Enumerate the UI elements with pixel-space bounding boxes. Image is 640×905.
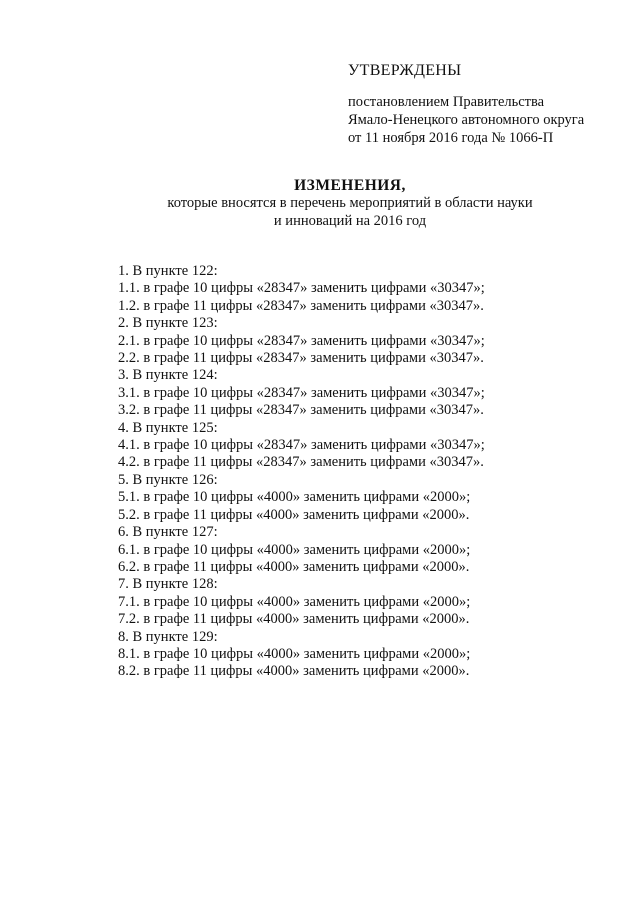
change-item: 7.2. в графе 11 цифры «4000» заменить цифрами «2000». bbox=[118, 611, 470, 628]
change-item: 1.2. в графе 11 цифры «28347» заменить цифрами «30347». bbox=[118, 297, 484, 314]
change-item: 4.1. в графе 10 цифры «28347» заменить цифрами «30347»; bbox=[118, 437, 485, 454]
heading-subtitle-line: и инноваций на 2016 год bbox=[273, 212, 427, 229]
change-item: 8.2. в графе 11 цифры «4000» заменить цифрами «2000». bbox=[118, 663, 470, 680]
approval-title: УТВЕРЖДЕНЫ bbox=[348, 62, 462, 79]
change-item: 4. В пункте 125: bbox=[118, 419, 218, 436]
change-item: 2.2. в графе 11 цифры «28347» заменить цифрами «30347». bbox=[118, 350, 484, 367]
change-item: 7. В пункте 128: bbox=[118, 576, 218, 593]
change-item: 6.1. в графе 10 цифры «4000» заменить цифрами «2000»; bbox=[118, 541, 471, 558]
change-item: 5. В пункте 126: bbox=[118, 471, 218, 488]
change-item: 6.2. в графе 11 цифры «4000» заменить цифрами «2000». bbox=[118, 558, 470, 575]
change-item: 1.1. в графе 10 цифры «28347» заменить цифрами «30347»; bbox=[118, 280, 485, 297]
change-item: 3. В пункте 124: bbox=[118, 367, 218, 384]
heading-subtitle-line: которые вносятся в перечень мероприятий в области науки bbox=[167, 195, 533, 211]
change-item: 7.1. в графе 10 цифры «4000» заменить цифрами «2000»; bbox=[118, 593, 471, 610]
heading-title: ИЗМЕНЕНИЯ, bbox=[294, 177, 406, 194]
change-item: 3.2. в графе 11 цифры «28347» заменить цифрами «30347». bbox=[118, 402, 484, 419]
approval-line-region: Ямало-Ненецкого автономного округа bbox=[348, 112, 585, 128]
document-heading bbox=[0, 176, 640, 230]
change-item: 5.1. в графе 10 цифры «4000» заменить цифрами «2000»; bbox=[118, 489, 471, 506]
change-item: 8.1. в графе 10 цифры «4000» заменить цифрами «2000»; bbox=[118, 645, 471, 662]
change-item: 4.2. в графе 11 цифры «28347» заменить цифрами «30347». bbox=[118, 454, 484, 471]
changes-list bbox=[118, 263, 538, 681]
change-item: 8. В пункте 129: bbox=[118, 628, 218, 645]
change-item: 1. В пункте 122: bbox=[118, 263, 218, 279]
approval-line-date: от 11 ноября 2016 года № 1066-П bbox=[348, 130, 554, 146]
approval-line-resolution: постановлением Правительства bbox=[348, 94, 545, 110]
change-item: 3.1. в графе 10 цифры «28347» заменить цифрами «30347»; bbox=[118, 384, 485, 401]
change-item: 2. В пункте 123: bbox=[118, 315, 218, 332]
change-item: 5.2. в графе 11 цифры «4000» заменить цифрами «2000». bbox=[118, 506, 470, 523]
approval-block bbox=[348, 61, 618, 147]
change-item: 2.1. в графе 10 цифры «28347» заменить цифрами «30347»; bbox=[118, 332, 485, 349]
change-item: 6. В пункте 127: bbox=[118, 524, 218, 541]
